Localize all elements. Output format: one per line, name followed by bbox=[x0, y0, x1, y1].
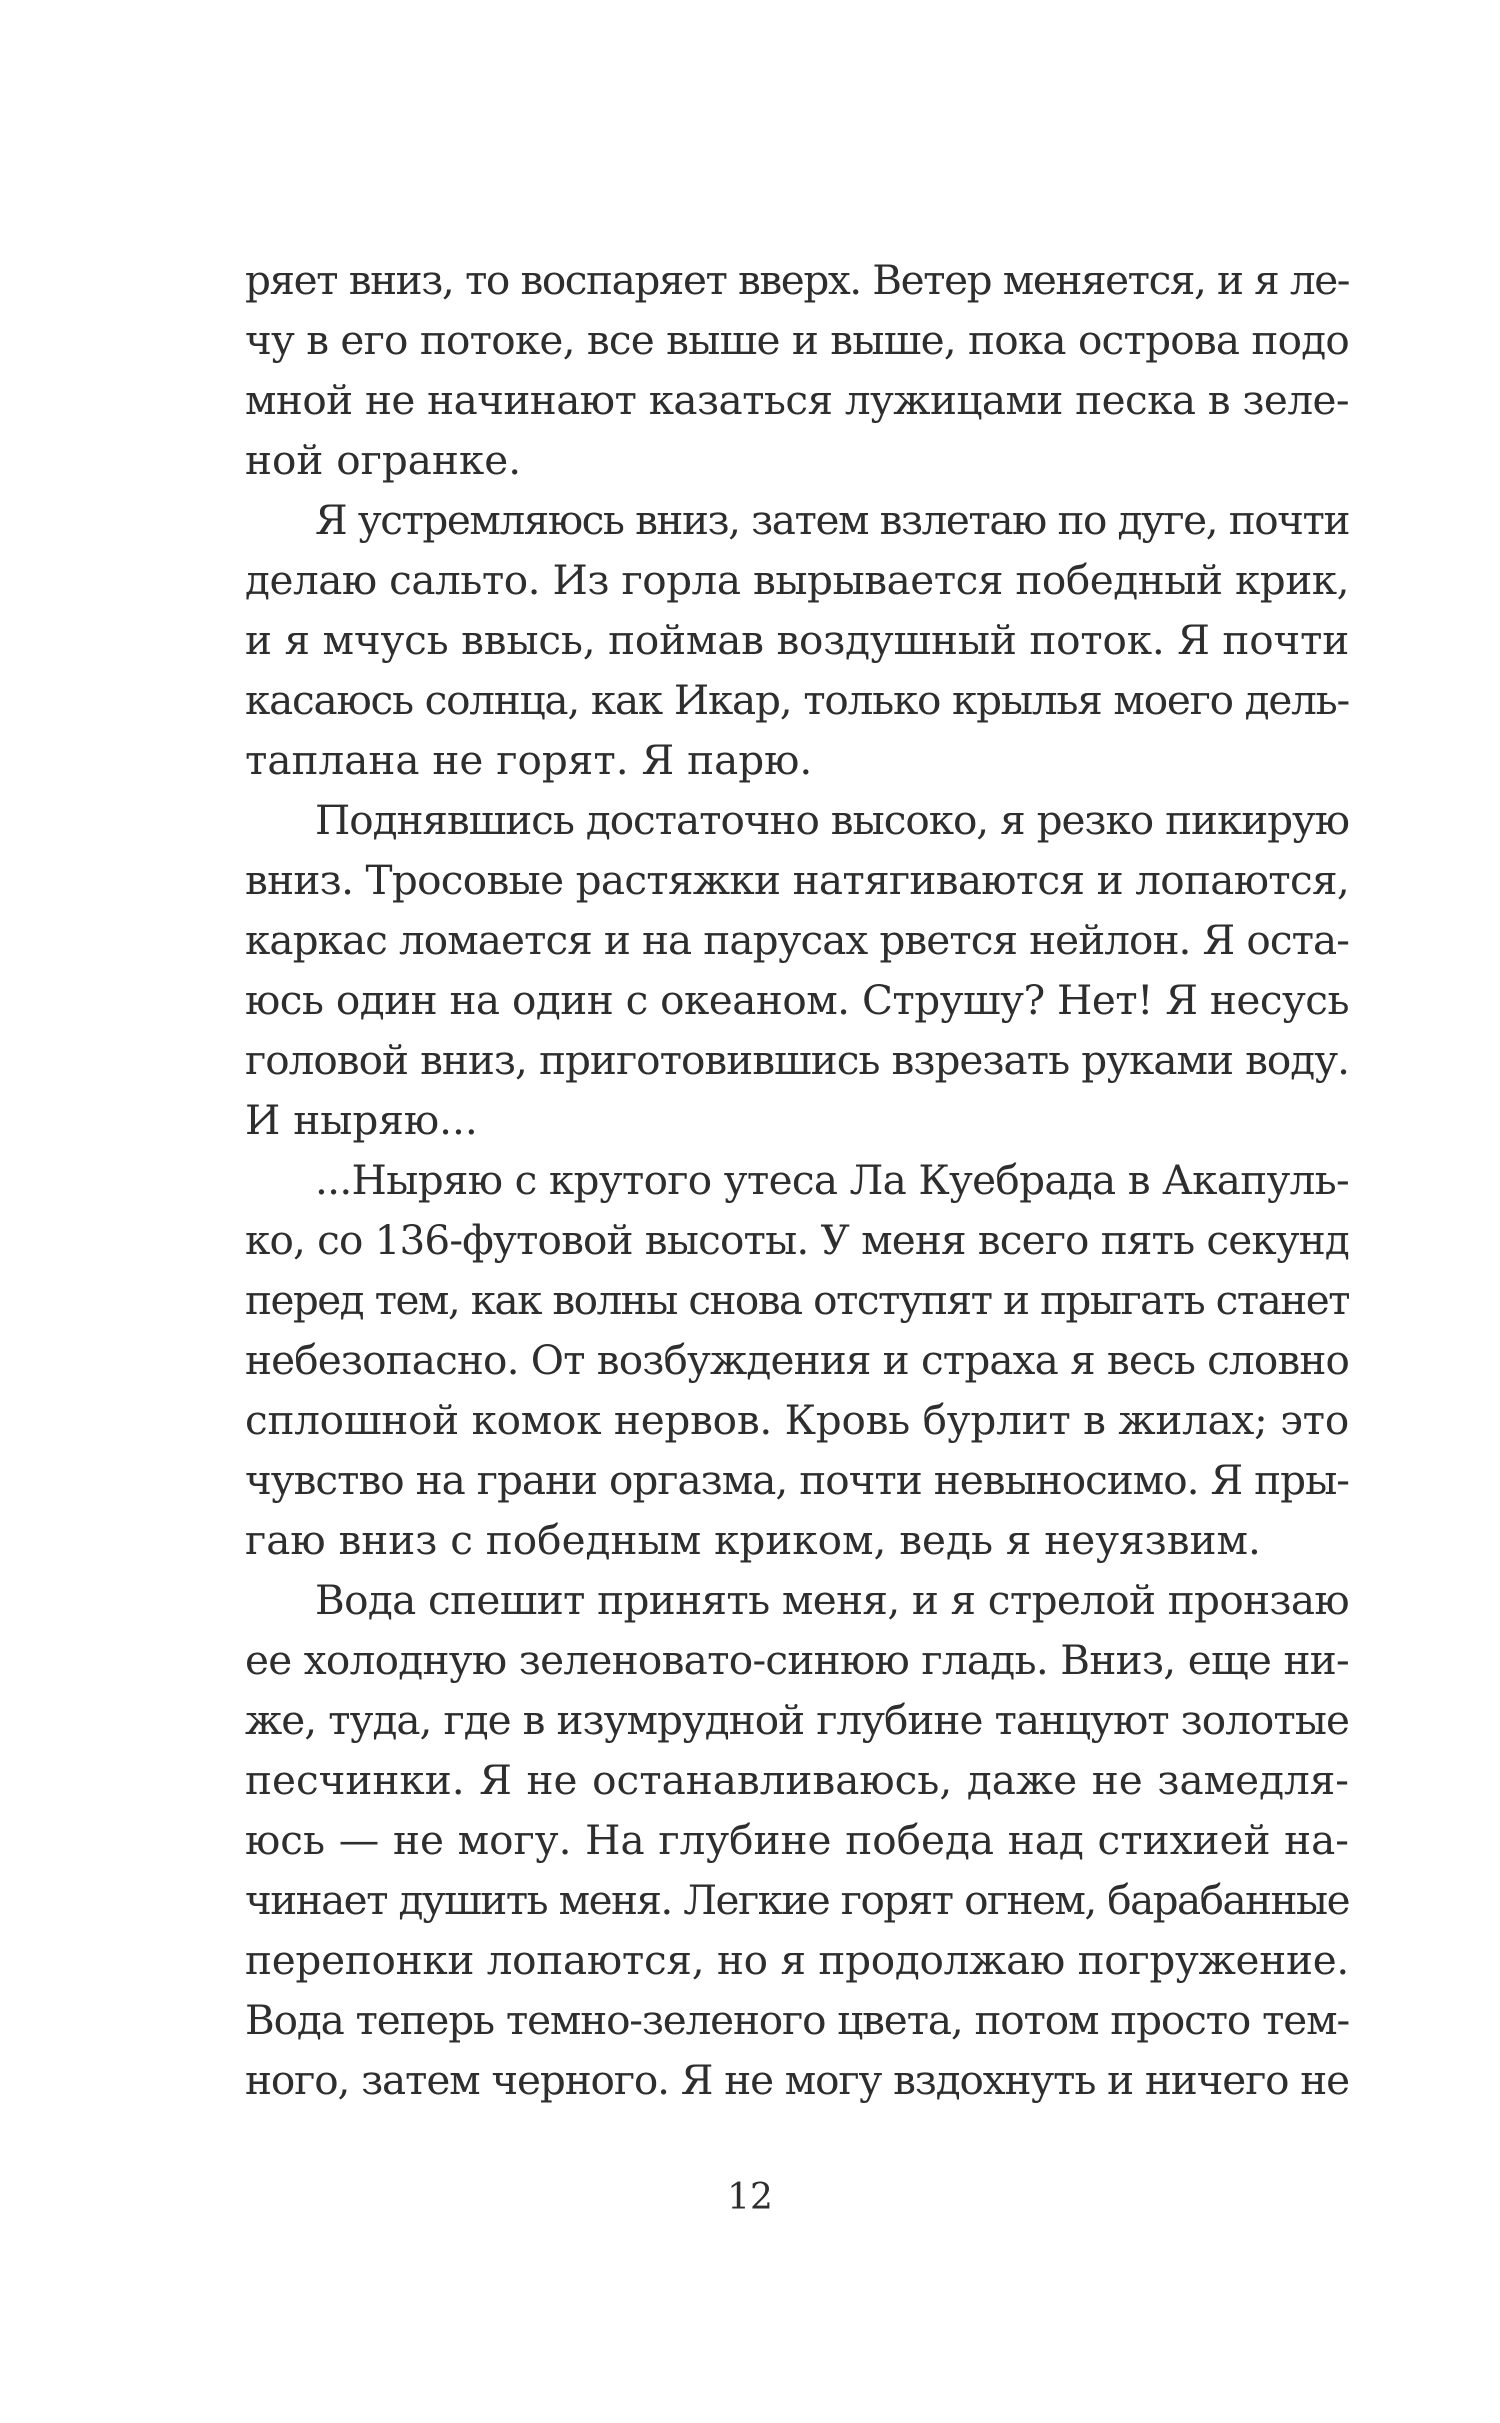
text-line: ...Ныряю с крутого утеса Ла Куебрада в Акапуль- bbox=[315, 1156, 1349, 1204]
text-line: каркас ломается и на парусах рвется нейлон. Я оста- bbox=[245, 916, 1349, 964]
text-line: ее холодную зеленовато-синюю гладь. Вниз, еще ни- bbox=[245, 1636, 1349, 1684]
text-line: перепонки лопаются, но я продолжаю погружение. bbox=[245, 1936, 1349, 1984]
text-line: ного, затем черного. Я не могу вздохнуть и ничего не bbox=[245, 2056, 1349, 2104]
text-line: юсь — не могу. На глубине победа над стихией на- bbox=[245, 1816, 1349, 1864]
text-line: делаю сальто. Из горла вырывается победный крик, bbox=[245, 556, 1349, 604]
body-text bbox=[245, 250, 1349, 2110]
text-line: головой вниз, приготовившись взрезать руками воду. bbox=[245, 1036, 1349, 1084]
text-line: сплошной комок нервов. Кровь бурлит в жилах; это bbox=[245, 1396, 1349, 1444]
text-line: Поднявшись достаточно высоко, я резко пикирую bbox=[315, 796, 1349, 844]
text-line: перед тем, как волны снова отступят и прыгать станет bbox=[245, 1276, 1349, 1324]
text-line: гаю вниз с победным криком, ведь я неуязвим. bbox=[245, 1516, 1261, 1564]
text-line: чинает душить меня. Легкие горят огнем, барабанные bbox=[245, 1876, 1349, 1924]
text-line: чувство на грани оргазма, почти невыносимо. Я пры- bbox=[245, 1456, 1349, 1504]
text-line: и я мчусь ввысь, поймав воздушный поток. Я почти bbox=[245, 616, 1349, 664]
text-line: ряет вниз, то воспаряет вверх. Ветер меняется, и я ле- bbox=[245, 256, 1349, 304]
text-line: вниз. Тросовые растяжки натягиваются и лопаются, bbox=[245, 856, 1349, 904]
page-number: 12 bbox=[727, 2177, 773, 2218]
text-line: касаюсь солнца, как Икар, только крылья моего дель- bbox=[245, 676, 1349, 724]
text-line: чу в его потоке, все выше и выше, пока острова подо bbox=[245, 316, 1349, 364]
text-line: И ныряю... bbox=[245, 1096, 478, 1144]
text-line: мной не начинают казаться лужицами песка в зеле- bbox=[245, 376, 1349, 424]
text-line: Вода теперь темно-зеленого цвета, потом просто тем- bbox=[245, 1996, 1349, 2044]
text-line: ко, со 136-футовой высоты. У меня всего пять секунд bbox=[245, 1216, 1349, 1264]
text-line: ной огранке. bbox=[245, 436, 522, 484]
text-line: таплана не горят. Я парю. bbox=[245, 736, 813, 784]
text-line: юсь один на один с океаном. Струшу? Нет! Я несусь bbox=[245, 976, 1349, 1024]
text-line: небезопасно. От возбуждения и страха я весь словно bbox=[245, 1336, 1349, 1384]
text-line: же, туда, где в изумрудной глубине танцуют золотые bbox=[245, 1696, 1349, 1744]
text-line: песчинки. Я не останавливаюсь, даже не замедля- bbox=[245, 1756, 1349, 1804]
text-line: Я устремляюсь вниз, затем взлетаю по дуге, почти bbox=[315, 496, 1349, 544]
text-line: Вода спешит принять меня, и я стрелой пронзаю bbox=[315, 1576, 1349, 1624]
